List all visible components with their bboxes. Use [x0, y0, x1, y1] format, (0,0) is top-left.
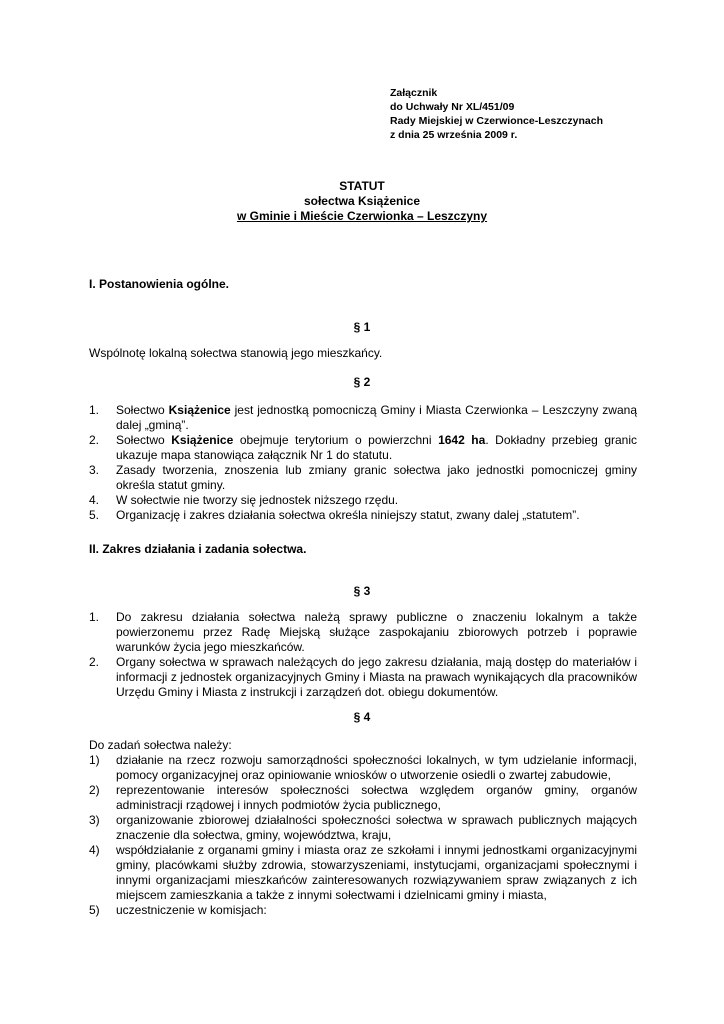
paragraph-text: Wspólnotę lokalną sołectwa stanowią jego mieszkańcy.	[89, 346, 383, 360]
annex-line: Załącznik	[390, 87, 438, 99]
list-item: 4) współdziałanie z organami gminy i miasta oraz ze szkołami i innymi jednostkami organizacyjnymi gminy, placówkami służby zdrowia, stowarzyszeniami, instytucjami, organizacjami społecznymi i innymi organizacjami mieszkańców zainteresowanych rozwiązywaniem spraw związanych z ich miejscem zamieszkania a także z innymi sołectwami i dzielnicami gminy i miasta,	[89, 843, 637, 902]
list-number: 5)	[89, 903, 100, 917]
title-line: sołectwa Książenice	[303, 194, 421, 208]
list-item: 2. Organy sołectwa w sprawach należących do jego zakresu działania, mają dostęp do materiałów i informacji z jednostek organizacyjnych Gminy i Miasta na prawach wynikających dla pracowników Urzędu Gminy i Miasta z instrukcji i zarządzeń dot. obiegu dokumentów.	[89, 655, 637, 699]
list-item: 1. Sołectwo Książenice jest jednostką pomocniczą Gminy i Miasta Czerwionka – Leszczyny zwaną dalej „gminą”.	[89, 403, 637, 432]
list-item: 3) organizowanie zbiorowej działalności społeczności sołectwa w sprawach publicznych mających znaczenie dla sołectwa, gminy, województwa, kraju,	[89, 813, 637, 842]
list-number: 1.	[89, 403, 100, 417]
list-number: 1.	[89, 610, 100, 624]
annex-line: do Uchwały Nr XL/451/09	[390, 101, 515, 113]
list-item: 5) uczestniczenie w komisjach:	[89, 903, 267, 917]
paragraph-text: Do zadań sołectwa należy:	[89, 738, 232, 752]
list-item: 1. Do zakresu działania sołectwa należą sprawy publiczne o znaczeniu lokalnym a także powierzonemu przez Radę Miejską służące zaspokajaniu zbiorowych potrzeb i poprawie warunków życia jego mieszkańców.	[89, 610, 637, 654]
section-heading: II. Zakres działania i zadania sołectwa.	[89, 542, 307, 556]
paragraph-label: § 1	[353, 320, 371, 334]
annex-header	[390, 86, 603, 142]
list-number: 5.	[89, 508, 100, 522]
paragraph-label: § 2	[353, 375, 371, 389]
list-item: 2) reprezentowanie interesów społeczności sołectwa względem organów gminy, organów administracji rządowej i innych podmiotów życia publicznego,	[89, 783, 637, 812]
numbered-list	[89, 610, 637, 700]
list-item: 2. Sołectwo Książenice obejmuje terytorium o powierzchni 1642 ha. Dokładny przebieg granic ukazuje mapa stanowiąca załącznik Nr 1 do statutu.	[89, 433, 638, 462]
title-line-underlined: w Gminie i Mieście Czerwionka – Leszczyny	[236, 209, 488, 223]
list-number: 4)	[89, 843, 100, 857]
list-number: 3.	[89, 463, 100, 477]
list-item: 5. Organizację i zakres działania sołectwa określa niniejszy statut, zwany dalej „statutem”.	[89, 508, 580, 522]
annex-line: Rady Miejskiej w Czerwionce-Leszczynach	[390, 115, 603, 127]
document-title	[0, 179, 724, 224]
paragraph-label: § 3	[353, 584, 371, 598]
list-number: 3)	[89, 813, 100, 827]
numbered-list	[89, 403, 637, 523]
title-line: STATUT	[339, 179, 385, 193]
list-item: 3. Zasady tworzenia, znoszenia lub zmiany granic sołectwa jako jednostki pomocniczej gminy określa statut gminy.	[89, 463, 637, 492]
list-number: 2.	[89, 655, 100, 669]
numbered-list	[89, 753, 637, 918]
list-number: 4.	[89, 493, 100, 507]
list-item: 4. W sołectwie nie tworzy się jednostek niższego rzędu.	[89, 493, 399, 507]
list-item: 1) działanie na rzecz rozwoju samorządności społeczności lokalnych, w tym udzielanie informacji, pomocy organizacyjnej oraz opiniowanie wniosków o utworzenie osiedli o zwartej zabudowie,	[89, 753, 637, 782]
list-number: 2)	[89, 783, 100, 797]
section-heading: I. Postanowienia ogólne.	[89, 277, 230, 291]
list-number: 2.	[89, 433, 100, 447]
list-number: 1)	[89, 753, 100, 767]
paragraph-label: § 4	[353, 710, 371, 724]
annex-line: z dnia 25 września 2009 r.	[390, 129, 518, 141]
